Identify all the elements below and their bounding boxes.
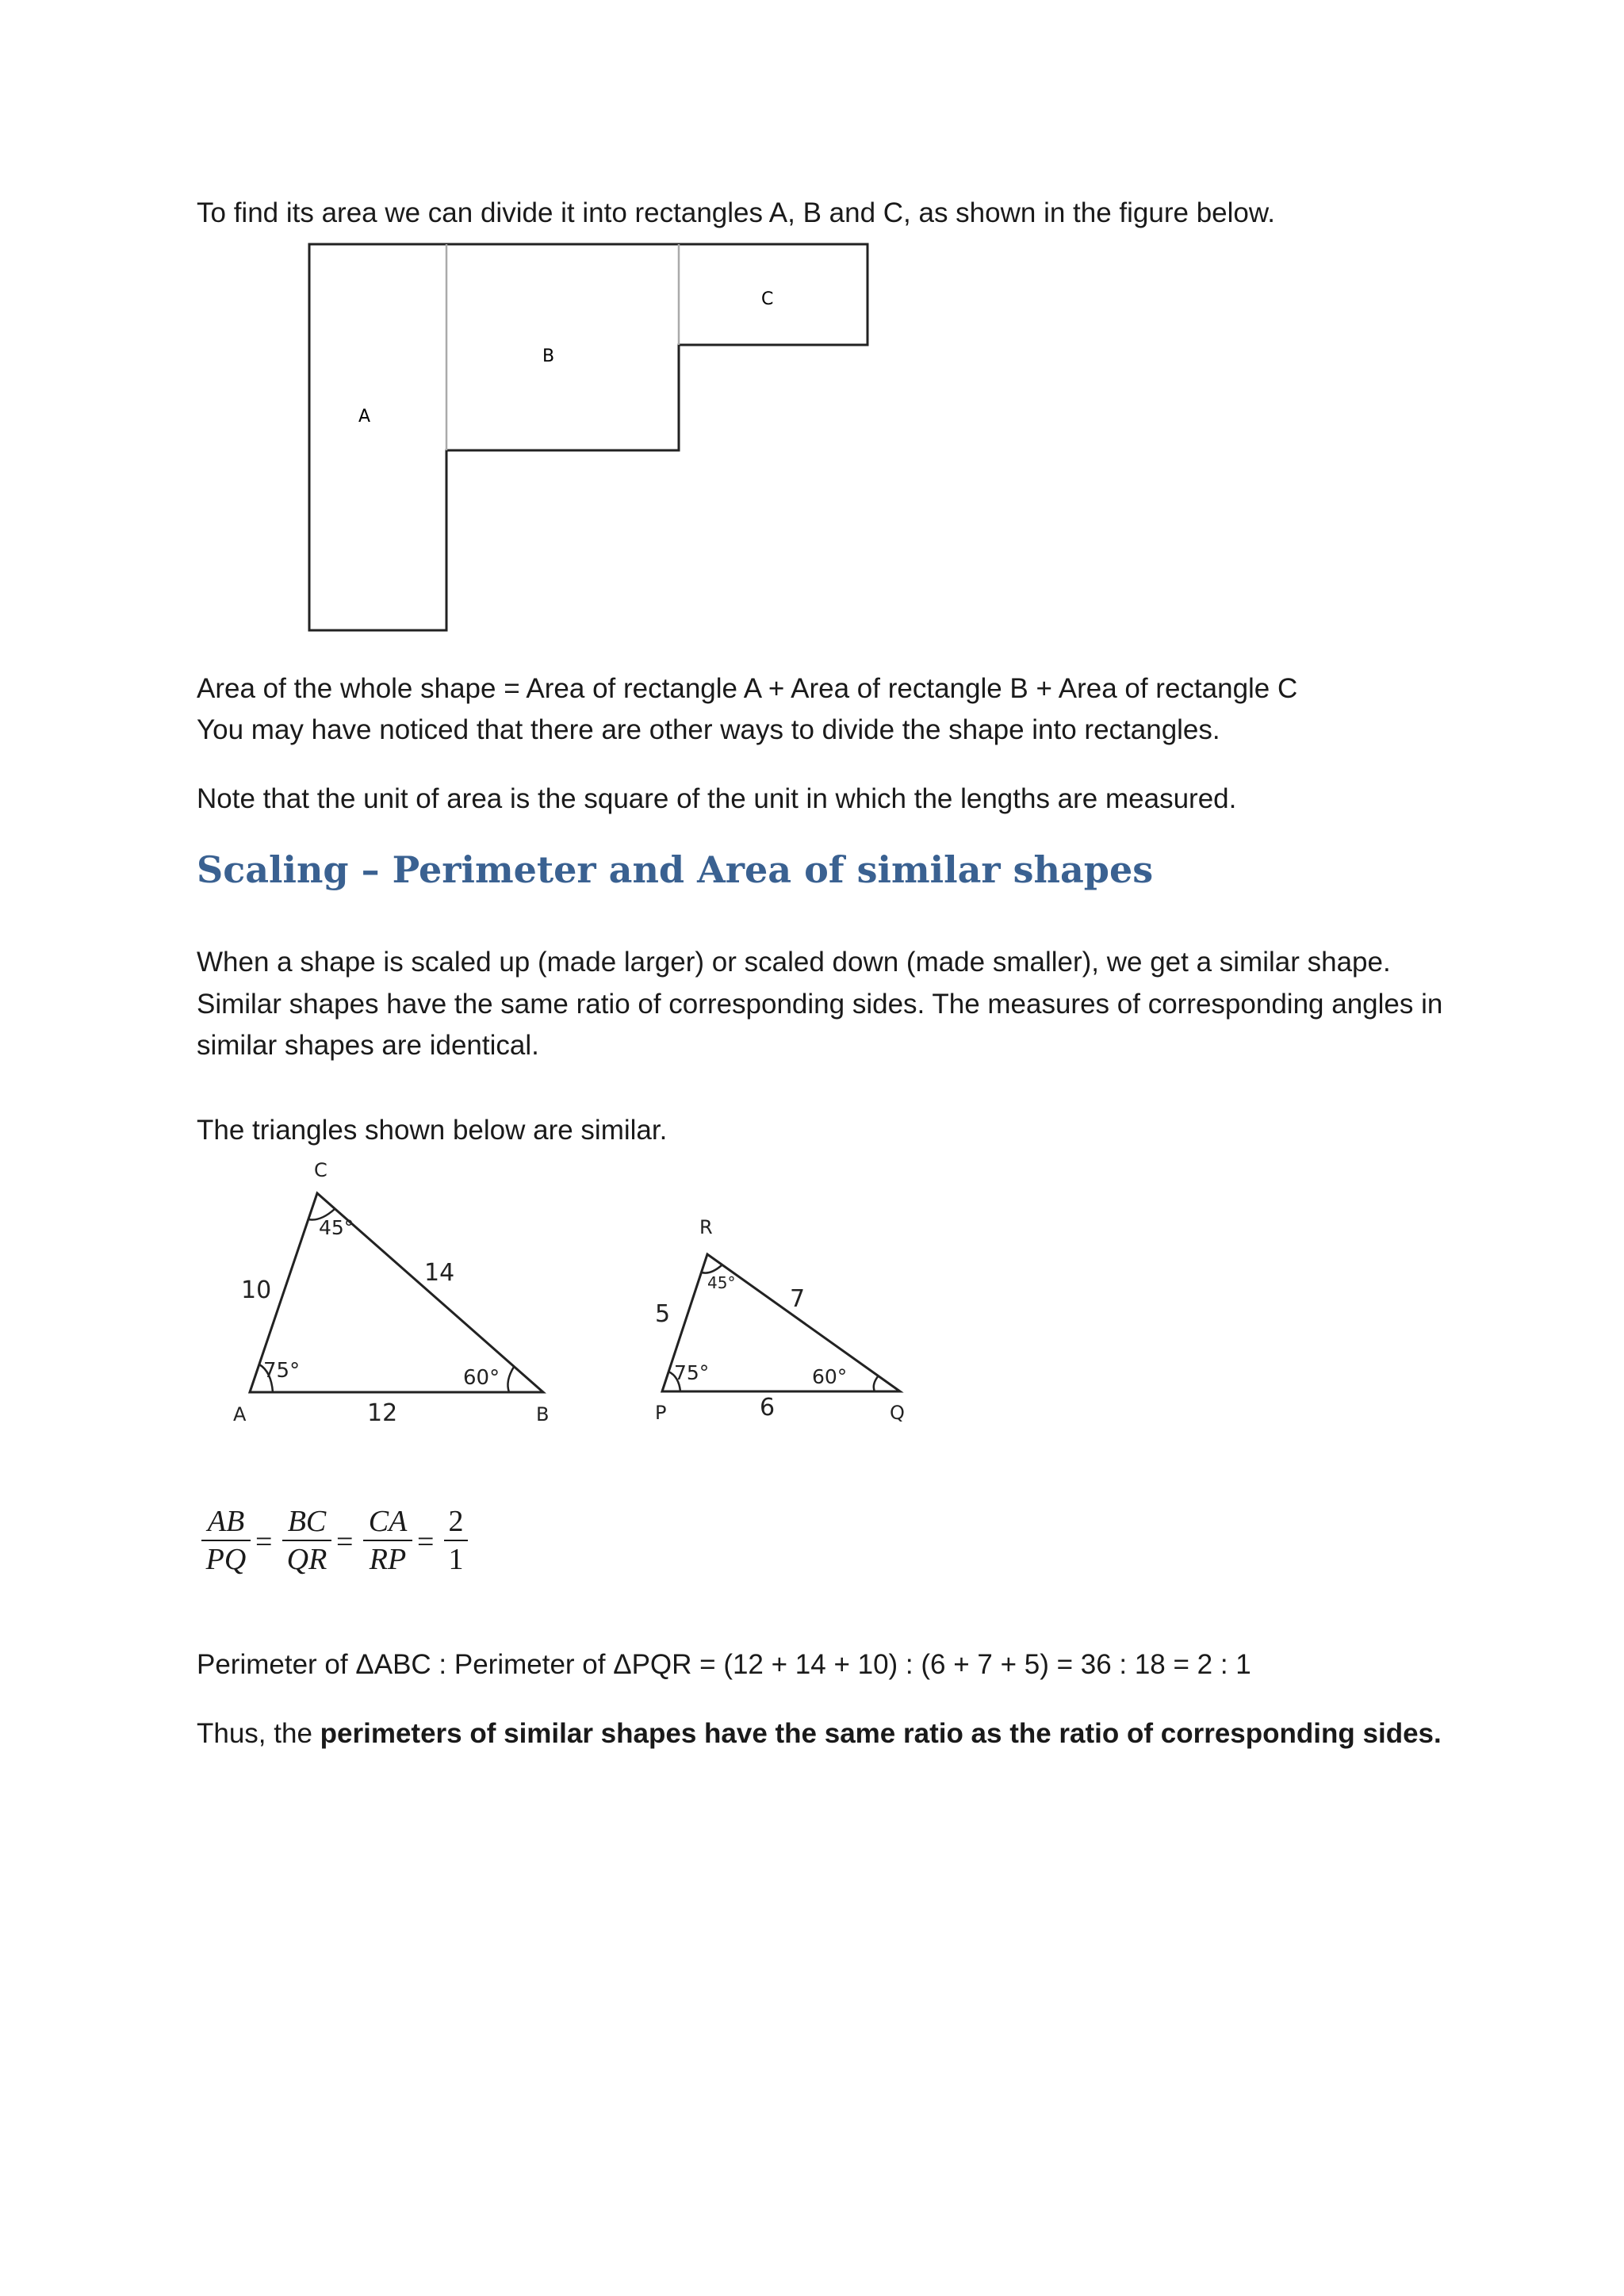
denominator-1: 1	[444, 1540, 468, 1578]
numerator-bc: BC	[287, 1505, 327, 1538]
angle-label-r: 45°	[707, 1273, 736, 1292]
area-formula-line: Area of the whole shape = Area of rectangle A + Area of rectangle B + Area of rectangle C	[197, 673, 1298, 704]
intro-text: To find its area we can divide it into rectangles A, B and C, as shown in the figure below.	[197, 197, 1275, 228]
vertex-label-p: P	[655, 1402, 667, 1424]
rect-label-c: C	[761, 289, 774, 309]
fraction-2-1	[444, 1503, 468, 1578]
triangle-abc-figure	[222, 1154, 587, 1439]
side-label-ca: 10	[241, 1276, 272, 1304]
perimeter-ratio-line: Perimeter of ΔABC : Perimeter of ΔPQR = (12 + 14 + 10) : (6 + 7 + 5) = 36 : 18 = 2 : 1	[197, 1649, 1251, 1680]
conclusion-prefix: Thus, the	[197, 1718, 320, 1749]
side-label-bc: 14	[424, 1259, 455, 1287]
unit-note: Note that the unit of area is the square of the unit in which the lengths are measured.	[197, 783, 1237, 814]
fraction-ab-pq	[201, 1503, 251, 1578]
vertex-label-r: R	[699, 1216, 713, 1238]
l-shape-outline	[309, 244, 868, 630]
angle-arc-b	[508, 1367, 514, 1392]
paragraph-line-2: Similar shapes have the same ratio of corresponding sides. The measures of corresponding angles in	[197, 989, 1443, 1020]
paragraph-line-3: similar shapes are identical.	[197, 1030, 539, 1061]
denominator-pq: PQ	[201, 1540, 251, 1578]
angle-arc-r	[702, 1265, 722, 1273]
other-ways-line: You may have noticed that there are other ways to divide the shape into rectangles.	[197, 714, 1220, 745]
side-label-rp: 5	[655, 1300, 671, 1328]
equals-sign: =	[417, 1525, 435, 1559]
denominator-rp: RP	[363, 1540, 412, 1578]
angle-label-c: 45°	[319, 1216, 354, 1239]
paragraph-line-1: When a shape is scaled up (made larger) or scaled down (made smaller), we get a similar shape.	[197, 947, 1391, 978]
angle-label-a: 75°	[263, 1359, 301, 1383]
angle-label-q: 60°	[812, 1365, 848, 1388]
angle-arc-q	[874, 1376, 879, 1391]
vertex-label-a: A	[233, 1403, 247, 1425]
triangles-intro: The triangles shown below are similar.	[197, 1115, 668, 1146]
fraction-ca-rp	[363, 1503, 412, 1578]
equals-sign: =	[255, 1525, 273, 1559]
side-label-pq: 6	[760, 1394, 776, 1422]
triangle-pqr-figure	[634, 1205, 936, 1427]
conclusion-line	[197, 1713, 1442, 1755]
equals-sign: =	[336, 1525, 354, 1559]
vertex-label-c: C	[314, 1159, 327, 1181]
numerator-ab: AB	[207, 1505, 245, 1538]
denominator-qr: QR	[282, 1540, 331, 1578]
conclusion-bold: perimeters of similar shapes have the same ratio as the ratio of corresponding sides.	[320, 1718, 1442, 1749]
angle-label-p: 75°	[674, 1361, 710, 1384]
vertex-label-q: Q	[890, 1402, 905, 1424]
fraction-bc-qr	[282, 1503, 331, 1578]
side-label-ab: 12	[367, 1399, 398, 1427]
numerator-ca: CA	[368, 1505, 408, 1538]
vertex-label-b: B	[536, 1403, 550, 1425]
rect-label-b: B	[542, 346, 555, 366]
rect-label-a: A	[358, 407, 371, 427]
rectangles-figure	[301, 238, 880, 642]
numerator-2: 2	[448, 1505, 464, 1538]
side-label-qr: 7	[790, 1285, 806, 1313]
section-heading: Scaling – Perimeter and Area of similar shapes	[197, 848, 1154, 891]
angle-label-b: 60°	[463, 1366, 500, 1390]
